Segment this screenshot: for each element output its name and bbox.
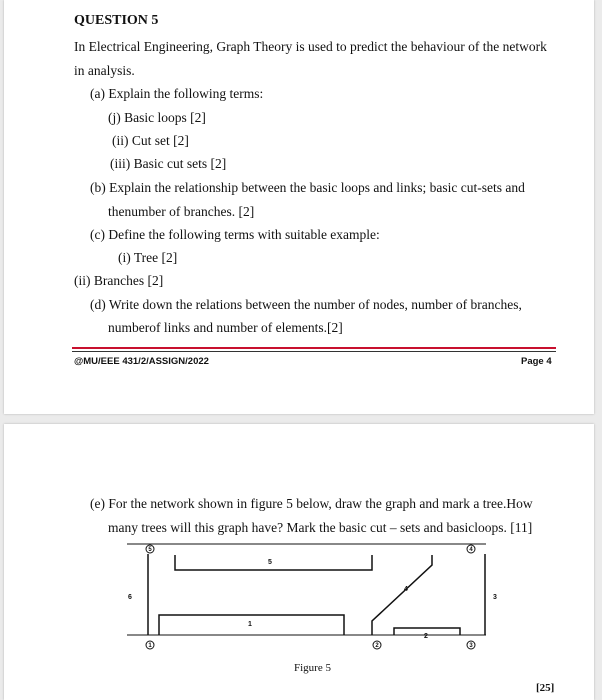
branch-4-label: 4 [404,586,408,593]
branch-1-label: 1 [248,621,252,628]
part-c: (c) Define the following terms with suitable example: [90,227,380,242]
branch-2-label: 2 [424,633,428,640]
intro-line-2: in analysis. [74,63,135,78]
footer-reference: @MU/EEE 431/2/ASSIGN/2022 [74,356,209,367]
footer-rule-dark [72,351,556,352]
network-figure [4,424,594,700]
branch-5-label: 5 [268,559,272,566]
footer-rule-red [72,347,556,349]
part-b-line-1: (b) Explain the relationship between the basic loops and links; basic cut-sets and [90,180,525,195]
node-3-label: 3 [469,643,473,649]
part-d-line-1: (d) Write down the relations between the number of nodes, number of branches, [90,297,522,312]
part-c-ii: (ii) Branches [2] [74,273,164,288]
node-5-label: 5 [148,547,152,553]
part-e-line-2: many trees will this graph have? Mark the basic cut – sets and basicloops. [11] [108,520,533,535]
part-a: (a) Explain the following terms: [90,86,264,101]
part-c-i: (i) Tree [2] [118,250,178,265]
branch-5-element [175,555,372,570]
branch-4-element [372,555,432,635]
footer-page-number: Page 4 [521,356,552,367]
figure-caption: Figure 5 [294,662,331,674]
node-4-label: 4 [469,547,473,553]
part-a-ii: (ii) Cut set [2] [112,133,189,148]
page-5 [4,424,594,700]
intro-line-1: In Electrical Engineering, Graph Theory is used to predict the behaviour of the network [74,39,547,54]
branch-3-label: 3 [493,594,497,601]
page-4 [4,0,594,414]
branch-6-label: 6 [128,594,132,601]
total-marks: [25] [536,682,555,694]
part-e-line-1: (e) For the network shown in figure 5 below, draw the graph and mark a tree.How [90,496,533,511]
part-b-line-2: thenumber of branches. [2] [108,204,255,219]
node-2-label: 2 [375,643,379,649]
part-a-iii: (iii) Basic cut sets [2] [110,156,227,171]
question-heading: QUESTION 5 [74,13,159,28]
part-d-line-2: numberof links and number of elements.[2] [108,320,343,335]
node-1-label: 1 [148,643,152,649]
part-a-i: (j) Basic loops [2] [108,110,206,125]
